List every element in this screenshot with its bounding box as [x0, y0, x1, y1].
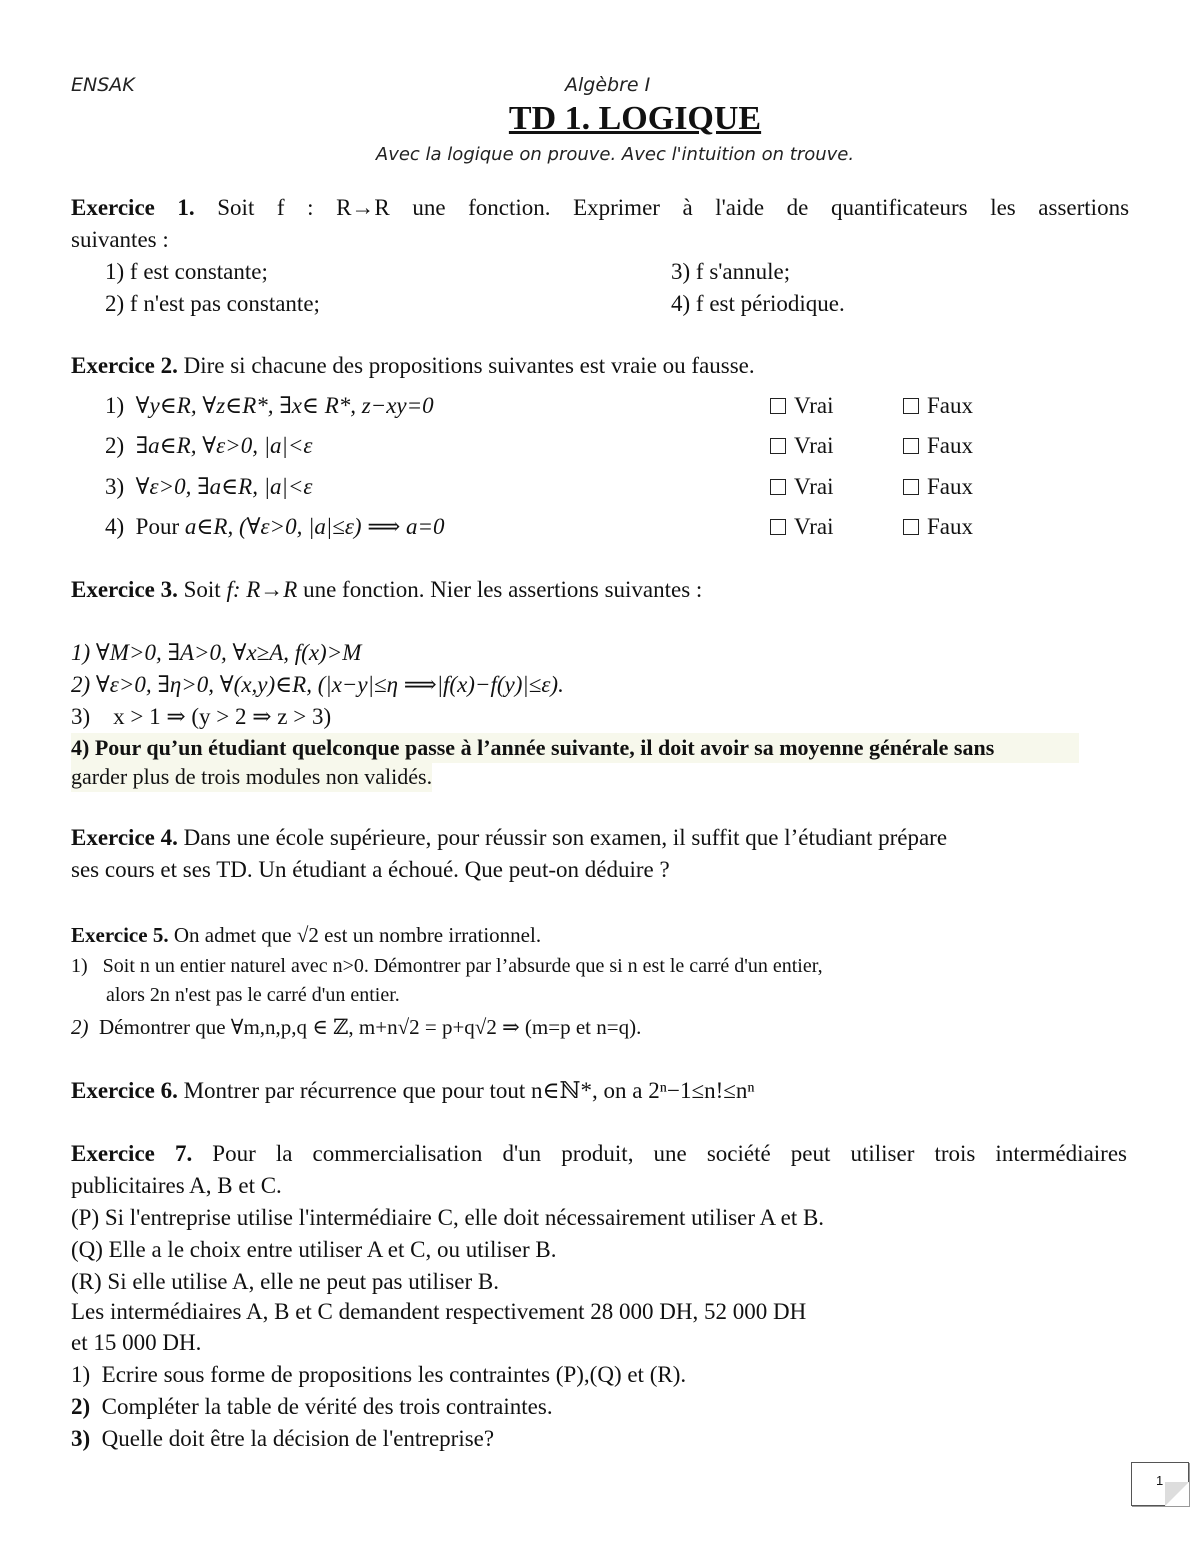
- ex2-prop-num: 2): [105, 433, 125, 458]
- ex3-text-post: une fonction. Nier les assertions suivantes :: [297, 577, 703, 602]
- ex2-q3-false-option[interactable]: [903, 472, 973, 502]
- ex5-label: Exercice 5.: [71, 923, 169, 947]
- checkbox-icon[interactable]: [903, 479, 919, 495]
- ex7-q2-num: 2): [71, 1394, 91, 1419]
- ex3-item-1: 1) ∀M>0, ∃A>0, ∀x≥A, f(x)>M: [71, 640, 362, 665]
- ex6-statement: [71, 1076, 755, 1106]
- ex5-statement: [71, 920, 541, 950]
- ex5-item-2-num: 2): [71, 1015, 89, 1039]
- ex2-statement: [71, 351, 755, 381]
- true-label: Vrai: [794, 474, 834, 499]
- ex2-q1-false-option[interactable]: [903, 391, 973, 421]
- ex2-q4-true-option[interactable]: [770, 512, 834, 542]
- checkbox-icon[interactable]: [770, 438, 786, 454]
- ex7-text: Pour la commercialisation d'un produit, une société peut utiliser trois intermédiaires: [212, 1141, 1127, 1166]
- page-fold-icon: [1165, 1482, 1189, 1506]
- ex3-item-2: 2) ∀ε>0, ∃η>0, ∀(x,y)∈R, (|x−y|≤η ⟹|f(x)−f(y)|≤ε).: [71, 672, 564, 697]
- page-number: 1: [1156, 1473, 1164, 1488]
- ex1-item-1: 1) f est constante;: [105, 259, 268, 284]
- ex4-statement: [71, 823, 947, 853]
- ex5-item-1-line1: 1) Soit n un entier naturel avec n>0. Démontrer par l’absurde que si n est le carré d'un entier,: [71, 955, 823, 977]
- checkbox-icon[interactable]: [903, 519, 919, 535]
- ex7-label: Exercice 7.: [71, 1141, 193, 1166]
- ex2-q4-false-option[interactable]: [903, 512, 973, 542]
- ex6-label: Exercice 6.: [71, 1078, 178, 1103]
- ex2-label: Exercice 2.: [71, 353, 178, 378]
- ex2-prop-prefix: Pour: [135, 514, 185, 539]
- ex3-item-3: 3) x > 1 ⇒ (y > 2 ⇒ z > 3): [71, 704, 332, 729]
- ex7-question-2: [71, 1392, 553, 1422]
- ex7-q2-text: Compléter la table de vérité des trois contraintes.: [101, 1394, 553, 1419]
- checkbox-icon[interactable]: [903, 398, 919, 414]
- ex3-text-pre: Soit: [183, 577, 227, 602]
- ex2-prop-2: [105, 431, 312, 461]
- ex2-prop-text: ∀ε>0, ∃a∈R, |a|<ε: [135, 474, 313, 499]
- ex2-prop-text: a∈R, (∀ε>0, |a|≤ε) ⟹ a=0: [184, 514, 445, 539]
- ex2-prop-4: [105, 512, 445, 542]
- ex3-label: Exercice 3.: [71, 577, 178, 602]
- page-number-box: [1131, 1462, 1189, 1506]
- checkbox-icon[interactable]: [770, 519, 786, 535]
- ex7-question-1: [71, 1360, 686, 1390]
- ex3-function: f: R→R: [226, 577, 298, 602]
- ex2-q3-true-option[interactable]: [770, 472, 834, 502]
- ex6-text: Montrer par récurrence que pour tout n∈ℕ*, on a 2ⁿ−1≤n!≤nⁿ: [183, 1078, 755, 1103]
- ex1-statement: [71, 193, 1129, 223]
- false-label: Faux: [927, 474, 973, 499]
- ex7-q1-num: 1): [71, 1362, 91, 1387]
- ex2-prop-text: ∀y∈R, ∀z∈R*, ∃x∈ R*, z−xy=0: [135, 393, 434, 418]
- false-label: Faux: [927, 433, 973, 458]
- ex2-q1-true-option[interactable]: [770, 391, 834, 421]
- ex4-label: Exercice 4.: [71, 825, 178, 850]
- ex2-prop-3: [105, 472, 312, 502]
- ex2-prop-num: 1): [105, 393, 125, 418]
- ex7-constraint-p: (P) Si l'entreprise utilise l'intermédiaire C, elle doit nécessairement utiliser A et B.: [71, 1205, 825, 1230]
- ex2-q2-true-option[interactable]: [770, 431, 834, 461]
- ex5-text: On admet que √2 est un nombre irrationnel.: [173, 923, 542, 947]
- ex7-constraint-r: (R) Si elle utilise A, elle ne peut pas utiliser B.: [71, 1269, 499, 1294]
- ex2-q2-false-option[interactable]: [903, 431, 973, 461]
- motto: Avec la logique on prouve. Avec l'intuition on trouve.: [375, 144, 855, 165]
- ex3-statement: [71, 575, 702, 605]
- ex1-item-2: 2) f n'est pas constante;: [105, 291, 320, 316]
- ex2-prop-num: 4): [105, 514, 125, 539]
- ex1-text-cont: suivantes :: [71, 227, 169, 252]
- ex7-question-3: [71, 1424, 494, 1454]
- ex2-text: Dire si chacune des propositions suivantes est vraie ou fausse.: [183, 353, 755, 378]
- page-title: TD 1. LOGIQUE: [508, 100, 762, 137]
- checkbox-icon[interactable]: [770, 479, 786, 495]
- true-label: Vrai: [794, 393, 834, 418]
- checkbox-icon[interactable]: [770, 398, 786, 414]
- ex7-q3-num: 3): [71, 1426, 91, 1451]
- ex7-costs-line2: et 15 000 DH.: [71, 1330, 202, 1355]
- ex2-prop-text: ∃a∈R, ∀ε>0, |a|<ε: [135, 433, 313, 458]
- ex5-item-2-text: Démontrer que ∀m,n,p,q ∈ ℤ, m+n√2 = p+q√2 ⇒ (m=p et n=q).: [99, 1015, 642, 1039]
- ex7-text-cont: publicitaires A, B et C.: [71, 1173, 282, 1198]
- ex5-item-1-line2: alors 2n n'est pas le carré d'un entier.: [106, 984, 400, 1006]
- ex7-q1-text: Ecrire sous forme de propositions les contraintes (P),(Q) et (R).: [101, 1362, 687, 1387]
- false-label: Faux: [927, 514, 973, 539]
- school-name: ENSAK: [71, 74, 135, 96]
- course-name: Algèbre I: [565, 74, 651, 96]
- ex1-item-3: 3) f s'annule;: [671, 259, 791, 284]
- ex1-label: Exercice 1.: [71, 195, 195, 220]
- ex3-item-4-line1: 4) Pour qu’un étudiant quelconque passe à l’année suivante, il doit avoir sa moyenne générale sans: [71, 733, 1079, 763]
- ex2-prop-1: [105, 391, 434, 421]
- ex3-item-4-line2: garder plus de trois modules non validés.: [71, 762, 432, 792]
- true-label: Vrai: [794, 514, 834, 539]
- checkbox-icon[interactable]: [903, 438, 919, 454]
- true-label: Vrai: [794, 433, 834, 458]
- ex7-constraint-q: (Q) Elle a le choix entre utiliser A et C, ou utiliser B.: [71, 1237, 557, 1262]
- ex5-item-2: [71, 1012, 641, 1042]
- ex7-costs-line1: Les intermédiaires A, B et C demandent respectivement 28 000 DH, 52 000 DH: [71, 1299, 807, 1324]
- ex1-text: Soit f : R→R une fonction. Exprimer à l'aide de quantificateurs les assertions: [217, 195, 1130, 220]
- ex7-q3-text: Quelle doit être la décision de l'entreprise?: [101, 1426, 495, 1451]
- ex4-text: Dans une école supérieure, pour réussir son examen, il suffit que l’étudiant prépare: [183, 825, 948, 850]
- false-label: Faux: [927, 393, 973, 418]
- ex4-text-cont: ses cours et ses TD. Un étudiant a échoué. Que peut-on déduire ?: [71, 857, 670, 882]
- ex7-statement: [71, 1139, 1127, 1169]
- ex2-prop-num: 3): [105, 474, 125, 499]
- ex1-item-4: 4) f est périodique.: [671, 291, 845, 316]
